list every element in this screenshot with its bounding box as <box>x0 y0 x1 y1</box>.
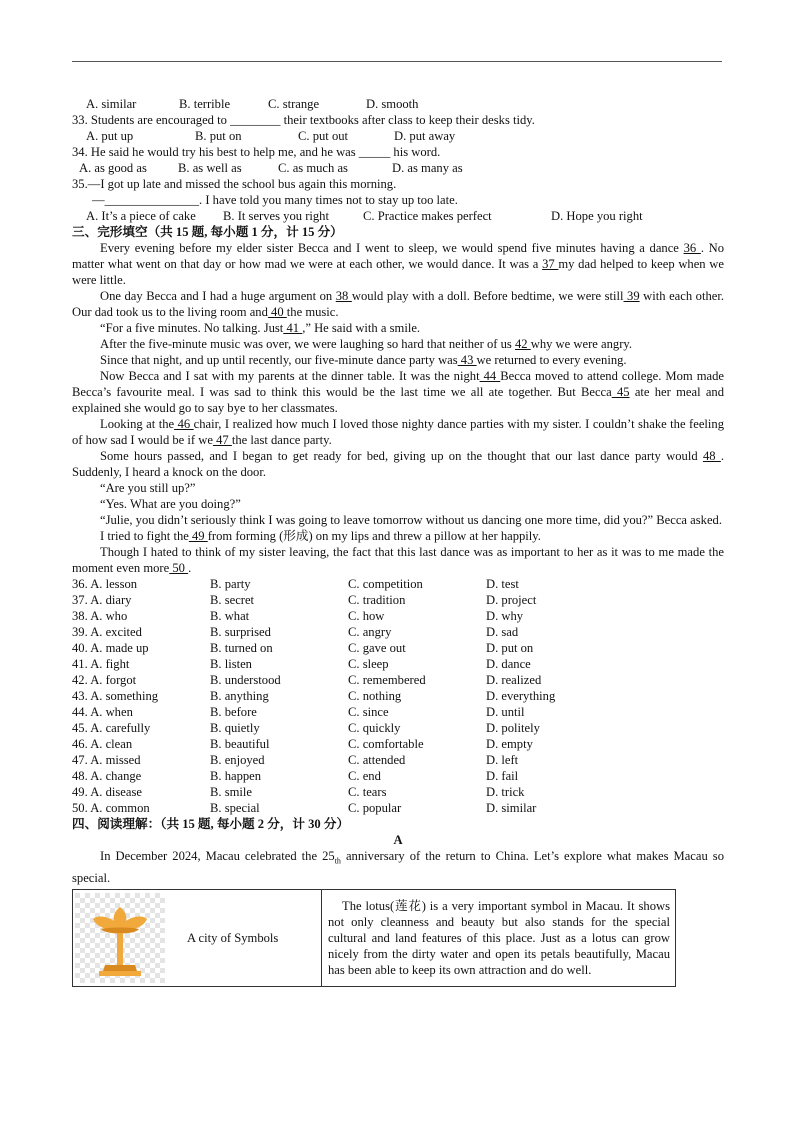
exam-page <box>72 96 724 987</box>
blank-50: 50 <box>169 561 189 575</box>
cloze-option: B. beautiful <box>210 737 270 751</box>
cloze-option: C. sleep <box>348 657 389 671</box>
passage-paragraph-3: “For a five minutes. No talking. Just 41 ,” He said with a smile. <box>100 321 421 335</box>
lotus-icon <box>75 893 165 983</box>
q33-option-d: D. put away <box>394 129 456 143</box>
cloze-option: D. trick <box>486 785 525 799</box>
cloze-option: C. remembered <box>348 673 426 687</box>
cloze-option: B. quietly <box>210 721 260 735</box>
passage-paragraph-9: “Are you still up?” <box>100 481 196 495</box>
cloze-option: C. since <box>348 705 389 719</box>
passage-paragraph-1: Every evening before my elder sister Becca and I went to sleep, we would spend five minutes having a dance 36 . No matter what went on that day or how mad we were at each other, we would dance. It was a 37 my dad helped to keep when we were little. <box>72 241 724 287</box>
q33-option-c: C. put out <box>298 129 349 143</box>
cloze-option: B. surprised <box>210 625 271 639</box>
symbol-title: A city of Symbols <box>187 930 279 945</box>
cloze-option: C. comfortable <box>348 737 424 751</box>
cloze-option: C. attended <box>348 753 406 767</box>
q35-option-b: B. It serves you right <box>223 209 329 223</box>
passage-paragraph-4: After the five-minute music was over, we were laughing so hard that neither of us 42 why we were angry. <box>100 337 633 351</box>
cloze-option: D. sad <box>486 625 519 639</box>
q32-option-a: A. similar <box>86 97 137 111</box>
cloze-option: 45. A. carefully <box>72 721 151 735</box>
q32-option-d: D. smooth <box>366 97 419 111</box>
q35-option-c: C. Practice makes perfect <box>363 209 492 223</box>
cloze-option: C. nothing <box>348 689 402 703</box>
q35-option-d: D. Hope you right <box>551 209 643 223</box>
q33-options <box>72 128 724 144</box>
q35-options <box>72 208 724 224</box>
cloze-option: 37. A. diary <box>72 593 132 607</box>
cloze-option: C. tradition <box>348 593 406 607</box>
blank-45: 45 <box>611 385 630 399</box>
cloze-option: 40. A. made up <box>72 641 149 655</box>
cloze-option: 43. A. something <box>72 689 159 703</box>
blank-43: 43 <box>457 353 477 367</box>
cloze-option: 41. A. fight <box>72 657 130 671</box>
cloze-option: D. fail <box>486 769 519 783</box>
blank-48: 48 <box>702 449 721 463</box>
cloze-option: D. why <box>486 609 524 623</box>
cloze-option: D. put on <box>486 641 534 655</box>
cloze-option: D. project <box>486 593 537 607</box>
blank-44: 44 <box>479 369 501 383</box>
blank-49: 49 <box>188 529 208 543</box>
cloze-option: B. happen <box>210 769 262 783</box>
symbols-table <box>72 889 676 987</box>
blank-36: 36 <box>683 241 701 255</box>
cloze-option: D. similar <box>486 801 537 815</box>
reading-a-label: A <box>393 833 403 847</box>
q34-option-a: A. as good as <box>79 161 147 175</box>
passage-paragraph-5: Since that night, and up until recently, our five-minute dance party was 43 we returned to every evening. <box>100 353 627 367</box>
q32-option-b: B. terrible <box>179 97 231 111</box>
header-rule <box>72 61 722 62</box>
q35-stem: 35.—I got up late and missed the school bus again this morning. <box>72 177 397 191</box>
passage-paragraph-6: Now Becca and I sat with my parents at the dinner table. It was the night 44 Becca moved to attend college. Mom made Becca’s favourite meal. I was sad to think this would be the last time we all ate together. But Becca 45 ate her meal and explained she would go to say bye to her classmates. <box>72 369 725 415</box>
cloze-option: C. popular <box>348 801 402 815</box>
cloze-option: C. how <box>348 609 385 623</box>
passage-paragraph-8: Some hours passed, and I began to get ready for bed, giving up on the thought that our last dance party would 48 . Suddenly, I heard a knock on the door. <box>72 449 724 479</box>
cloze-option: C. gave out <box>348 641 406 655</box>
cloze-option: D. dance <box>486 657 531 671</box>
cloze-option: B. anything <box>210 689 269 703</box>
blank-46: 46 <box>174 417 194 431</box>
q34-stem: 34. He said he would try his best to help me, and he was _____ his word. <box>72 145 441 159</box>
cloze-option: D. realized <box>486 673 542 687</box>
symbol-title-cell <box>73 889 322 986</box>
cloze-option: D. empty <box>486 737 533 751</box>
blank-47: 47 <box>212 433 232 447</box>
cloze-option: B. special <box>210 801 260 815</box>
cloze-option: B. listen <box>210 657 252 671</box>
blank-37: 37 <box>542 257 559 271</box>
cloze-option: 46. A. clean <box>72 737 133 751</box>
q34-option-d: D. as many as <box>392 161 463 175</box>
passage-paragraph-7: Looking at the 46 chair, I realized how much I loved those nighty dance parties with my sister. I couldn’t shake the feeling of how sad I would be if we 47 the last dance party. <box>72 417 725 447</box>
cloze-option: 39. A. excited <box>72 625 142 639</box>
cloze-option: D. test <box>486 577 519 591</box>
cloze-option: D. everything <box>486 689 556 703</box>
cloze-option: D. left <box>486 753 519 767</box>
cloze-option: 49. A. disease <box>72 785 142 799</box>
cloze-options-grid <box>72 576 724 816</box>
blank-42: 42 <box>514 337 531 351</box>
cloze-option: B. enjoyed <box>210 753 265 767</box>
cloze-option: B. what <box>210 609 250 623</box>
cloze-option: 38. A. who <box>72 609 128 623</box>
cloze-option: 50. A. common <box>72 801 150 815</box>
passage-paragraph-2: One day Becca and I had a huge argument on 38 would play with a doll. Before bedtime, we were still 39 with each other. Our dad took us to the living room and 40 the music. <box>72 289 724 319</box>
cloze-option: B. before <box>210 705 257 719</box>
reading-a-intro: In December 2024, Macau celebrated the $25_{th}$ anniversary of the return to China. Let’s explore what makes Macau so special. <box>72 849 725 885</box>
passage-paragraph-10: “Yes. What are you doing?” <box>100 497 241 511</box>
cloze-option: D. politely <box>486 721 540 735</box>
blank-41: 41 <box>283 321 303 335</box>
blank-39: 39 <box>623 289 640 303</box>
q34-option-b: B. as well as <box>178 161 242 175</box>
passage-paragraph-11: “Julie, you didn’t seriously think I was going to leave tomorrow without us dancing one more time, did you?” Becca asked. <box>100 513 722 527</box>
cloze-option: C. angry <box>348 625 392 639</box>
cloze-option: 36. A. lesson <box>72 577 138 591</box>
cloze-option: 42. A. forgot <box>72 673 137 687</box>
cloze-option: B. turned on <box>210 641 273 655</box>
cloze-option: B. smile <box>210 785 252 799</box>
q33-option-a: A. put up <box>86 129 134 143</box>
cloze-option: C. tears <box>348 785 387 799</box>
blank-38: 38 <box>335 289 352 303</box>
blank-40: 40 <box>267 305 287 319</box>
section3-title: 三、完形填空（共 15 题, 每小题 1 分，计 15 分） <box>72 225 343 239</box>
symbol-description: The lotus(莲花) is a very important symbol in Macau. It shows not only cleanness and beauty but also stands for the special cultural and land features of this place. Just as a lotus can grow nicely from the dirty water and open its petals beautifully, Macau has been able to keep its own attraction and do well. <box>322 889 676 986</box>
cloze-option: C. competition <box>348 577 423 591</box>
passage-paragraph-12: I tried to fight the 49 from forming (形成) on my lips and threw a pillow at her happily. <box>100 529 541 543</box>
cloze-option: 47. A. missed <box>72 753 141 767</box>
cloze-option: 48. A. change <box>72 769 142 783</box>
section4-title: 四、阅读理解：（共 15 题, 每小题 2 分，计 30 分） <box>72 817 350 831</box>
cloze-option: B. party <box>210 577 251 591</box>
cloze-option: B. secret <box>210 593 255 607</box>
q32-option-c: C. strange <box>268 97 320 111</box>
q33-option-b: B. put on <box>195 129 242 143</box>
cloze-option: C. quickly <box>348 721 401 735</box>
passage-paragraph-13: Though I hated to think of my sister leaving, the fact that this last dance was as important to her as it was to me made the moment even more 50 . <box>72 545 724 575</box>
cloze-option: C. end <box>348 769 381 783</box>
q33-stem: 33. Students are encouraged to ________ their textbooks after class to keep their desks tidy. <box>72 113 535 127</box>
q35-reply: —_______________. I have told you many times not to stay up too late. <box>92 193 458 207</box>
q35-option-a: A. It’s a piece of cake <box>86 209 196 223</box>
cloze-option: B. understood <box>210 673 281 687</box>
cloze-option: D. until <box>486 705 525 719</box>
q32-options <box>72 96 724 112</box>
cloze-option: 44. A. when <box>72 705 133 719</box>
table-row <box>73 889 676 986</box>
q34-options <box>72 160 724 176</box>
q34-option-c: C. as much as <box>278 161 348 175</box>
